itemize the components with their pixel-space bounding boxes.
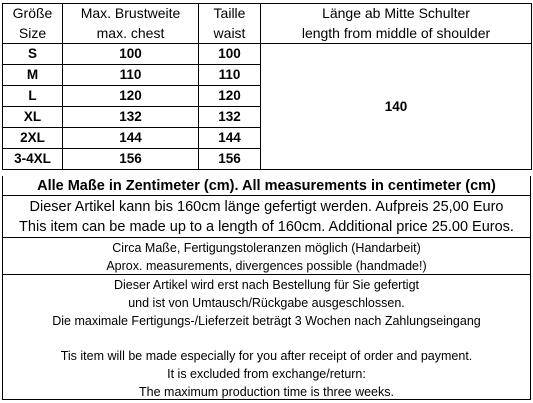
length-note-de: Dieser Artikel kann bis 160cm länge gefertigt werden. Aufpreis 25,00 Euro — [29, 199, 504, 215]
tolerance-note-en: Aprox. measurements, divergences possible (handmade!) — [106, 259, 427, 273]
header-waist-en: waist — [213, 24, 246, 41]
order-note-en-3: The maximum production time is three weeks. — [139, 385, 394, 399]
chest-cell: 132 — [63, 107, 199, 128]
order-note-en-1: Tis item will be made especially for you after receipt of order and payment. — [60, 349, 473, 363]
size-cell: 2XL — [3, 128, 63, 149]
size-table — [2, 3, 532, 170]
chest-cell: 110 — [63, 65, 199, 86]
size-cell: L — [3, 86, 63, 107]
header-size — [3, 4, 63, 44]
header-waist — [199, 4, 261, 44]
order-note — [2, 275, 531, 400]
size-cell: XL — [3, 107, 63, 128]
length-note-en: This item can be made up to a length of 160cm. Additional price 25.00 Euros. — [19, 219, 514, 235]
order-note-de-2: und ist von Umtausch/Rückgabe ausgeschlossen. — [128, 296, 405, 310]
chest-cell: 144 — [63, 128, 199, 149]
order-note-de-1: Dieser Artikel wird erst nach Bestellung für Sie gefertigt — [114, 278, 419, 292]
order-note-de-3: Die maximale Fertigungs-/Lieferzeit beträgt 3 Wochen nach Zahlungseingang — [52, 314, 481, 328]
waist-cell: 132 — [199, 107, 261, 128]
header-length-de: Länge ab Mitte Schulter — [322, 5, 470, 21]
tolerance-note-de: Circa Maße, Fertigungstoleranzen möglich (Handarbeit) — [112, 241, 421, 255]
header-size-en: Size — [18, 24, 47, 41]
size-cell: 3-4XL — [3, 149, 63, 170]
waist-cell: 144 — [199, 128, 261, 149]
chest-cell: 156 — [63, 149, 199, 170]
units-text: Alle Maße in Zentimeter (cm). All measurements in centimeter (cm) — [37, 178, 496, 194]
length-cell: 140 — [261, 44, 532, 170]
waist-cell: 110 — [199, 65, 261, 86]
waist-cell: 120 — [199, 86, 261, 107]
header-length-en: length from middle of shoulder — [301, 24, 491, 41]
header-chest-en: max. chest — [96, 24, 165, 41]
tolerance-note — [2, 238, 531, 275]
header-chest — [63, 4, 199, 44]
size-cell: S — [3, 44, 63, 65]
header-chest-de: Max. Brustweite — [80, 5, 181, 21]
header-row — [3, 4, 532, 44]
waist-cell: 100 — [199, 44, 261, 65]
header-length — [261, 4, 532, 44]
size-cell: M — [3, 65, 63, 86]
table-row — [3, 44, 532, 65]
order-note-en-2: It is excluded from exchange/return: — [167, 367, 366, 381]
length-note — [2, 196, 531, 238]
chest-cell: 100 — [63, 44, 199, 65]
chest-cell: 120 — [63, 86, 199, 107]
waist-cell: 156 — [199, 149, 261, 170]
units-note — [2, 176, 531, 196]
header-size-de: Größe — [12, 5, 53, 21]
spacer — [3, 330, 530, 347]
header-waist-de: Taille — [213, 5, 246, 21]
